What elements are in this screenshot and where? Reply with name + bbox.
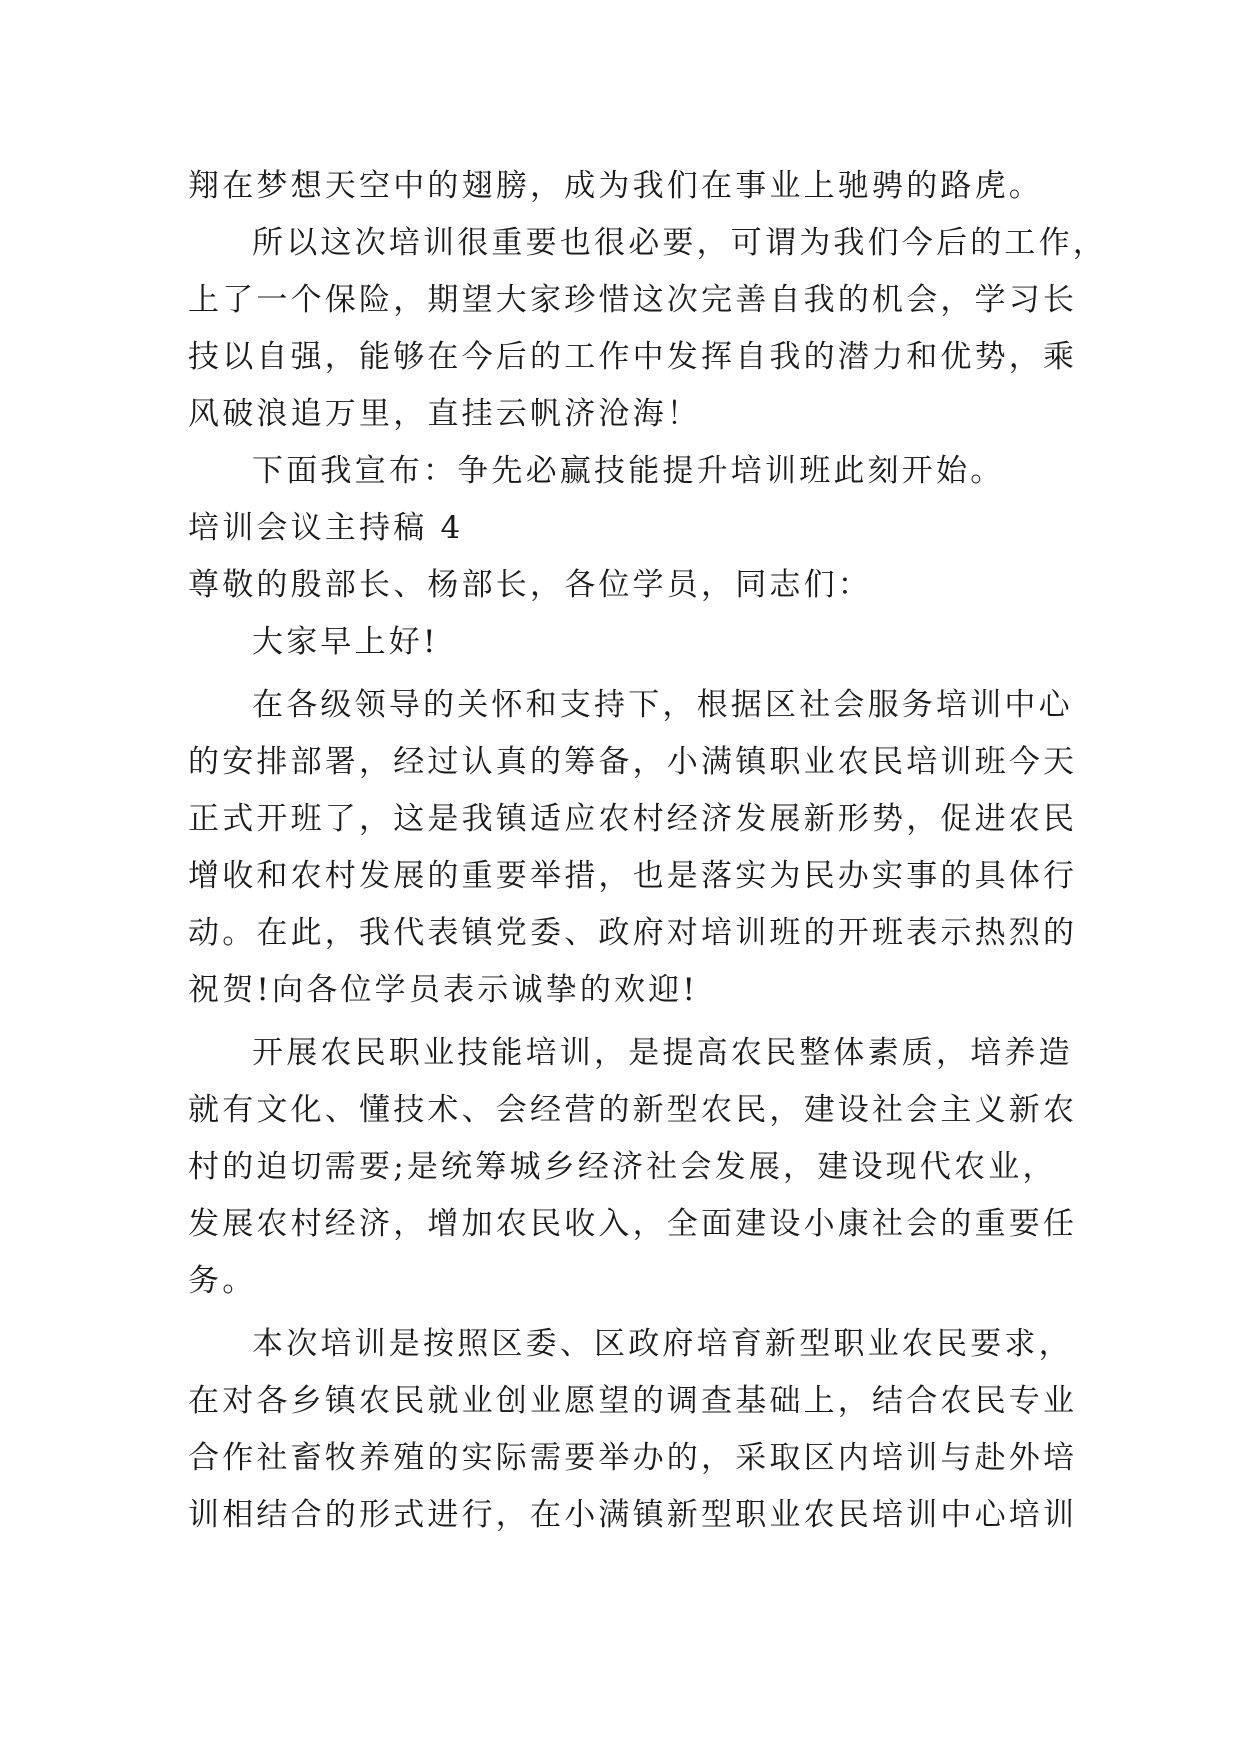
text-line: 的安排部署，经过认真的筹备，小满镇职业农民培训班今天 (188, 744, 1078, 780)
text-line: 正式开班了，这是我镇适应农村经济发展新形势，促进农民 (188, 801, 1078, 837)
text-line: 合作社畜牧养殖的实际需要举办的，采取区内培训与赴外培 (188, 1440, 1078, 1476)
text-line: 上了一个保险，期望大家珍惜这次完善自我的机会，学习长 (188, 282, 1078, 318)
paragraph-first-line: 在各级领导的关怀和支持下，根据区社会服务培训中心 (252, 687, 1073, 723)
document-body (188, 158, 1107, 1544)
text-line: 村的迫切需要;是统筹城乡经济社会发展，建设现代农业， (188, 1149, 1057, 1185)
text-line: 发展农村经济，增加农民收入，全面建设小康社会的重要任 (188, 1206, 1078, 1242)
text-line: 技以自强，能够在今后的工作中发挥自我的潜力和优势，乘 (188, 339, 1078, 375)
paragraph-first-line: 开展农民职业技能培训，是提高农民整体素质，培养造 (252, 1035, 1073, 1071)
salutation: 尊敬的殷部长、杨部长，各位学员，同志们： (188, 567, 872, 603)
greeting: 大家早上好! (252, 624, 439, 660)
text-line: 动。在此，我代表镇党委、政府对培训班的开班表示热烈的 (188, 915, 1078, 951)
paragraph-first-line: 本次培训是按照区委、区政府培育新型职业农民要求， (252, 1326, 1073, 1362)
text-line: 就有文化、懂技术、会经营的新型农民，建设社会主义新农 (188, 1092, 1078, 1128)
section-heading: 培训会议主持稿 4 (188, 510, 464, 546)
text-line: 训相结合的形式进行，在小满镇新型职业农民培训中心培训 (188, 1497, 1078, 1533)
text-line: 在对各乡镇农民就业创业愿望的调查基础上，结合农民专业 (188, 1383, 1078, 1419)
text-line: 祝贺!向各位学员表示诚挚的欢迎! (188, 972, 699, 1008)
text-line: 翔在梦想天空中的翅膀，成为我们在事业上驰骋的路虎。 (188, 168, 1043, 204)
paragraph-first-line: 所以这次培训很重要也很必要，可谓为我们今后的工作， (252, 225, 1107, 261)
announcement-line: 下面我宣布：争先必赢技能提升培训班此刻开始。 (252, 453, 1005, 489)
text-line: 风破浪追万里，直挂云帆济沧海！ (188, 396, 701, 432)
text-line: 务。 (188, 1263, 257, 1299)
text-line: 增收和农村发展的重要举措，也是落实为民办实事的具体行 (188, 858, 1078, 894)
